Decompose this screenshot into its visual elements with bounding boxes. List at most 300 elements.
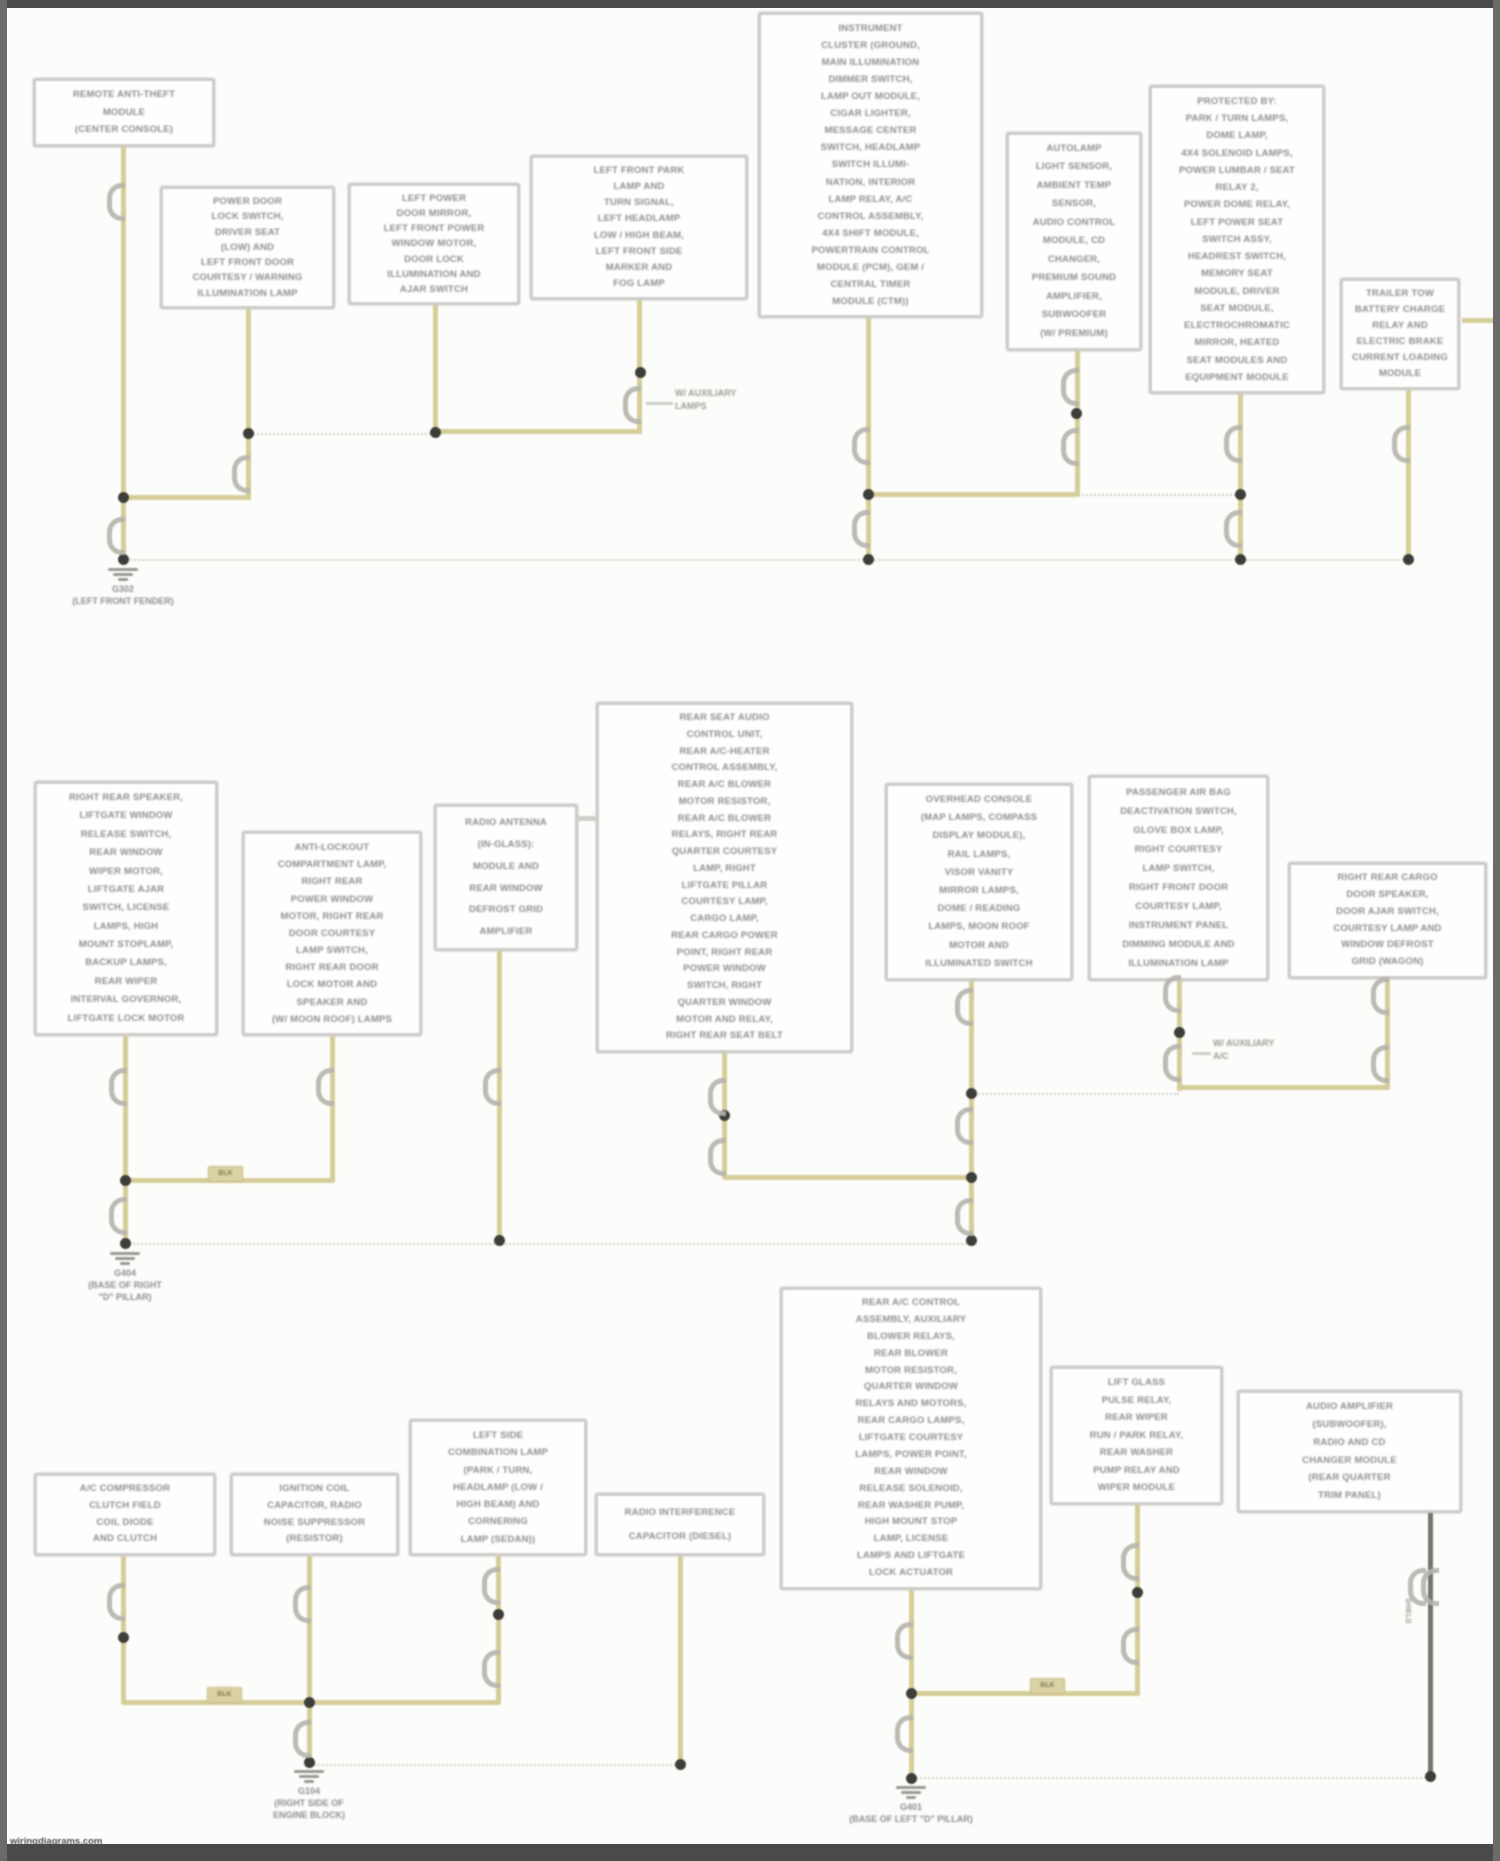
component-box-line: AMBIENT TEMP xyxy=(1036,179,1112,191)
component-box-line: ELECTRIC BRAKE xyxy=(1356,336,1444,347)
component-box-line: PUMP RELAY AND xyxy=(1093,1464,1180,1476)
component-box-line: LAMP OUT MODULE, xyxy=(820,91,921,103)
component-box-line: MESSAGE CENTER xyxy=(824,125,917,137)
component-box-line: ILLUMINATED SWITCH xyxy=(925,957,1033,969)
component-box-line: MARKER AND xyxy=(605,261,673,273)
ground-wire xyxy=(678,1556,683,1766)
component-box-line: (RESISTOR) xyxy=(286,1533,343,1545)
component-box-line: REMOTE ANTI-THEFT xyxy=(72,88,176,100)
component-box-line: LAMP SWITCH, xyxy=(1142,863,1215,874)
component-box-line: REAR BLOWER xyxy=(874,1347,948,1359)
component-box-line: MODULE, CD xyxy=(1042,235,1106,247)
inline-connector-symbol xyxy=(1224,510,1242,548)
component-box-line: MODULE xyxy=(1378,368,1422,379)
component-box-line: RELAY 2, xyxy=(1215,182,1259,194)
component-box-line: GLOVE BOX LAMP, xyxy=(1133,825,1224,836)
component-box-line: QUARTER COURTESY xyxy=(671,846,778,857)
inline-connector-symbol xyxy=(483,1068,501,1106)
component-box-line: LAMP, RIGHT xyxy=(693,862,756,874)
component-box-line: REAR WINDOW xyxy=(469,882,543,894)
component-box-line: A/C COMPRESSOR xyxy=(79,1483,171,1494)
component-box-line: LIFTGATE WINDOW xyxy=(79,810,173,822)
inline-connector-symbol xyxy=(1121,1543,1139,1581)
component-box-line: REAR WINDOW xyxy=(89,847,163,859)
annotation-text: A/C xyxy=(1213,1051,1229,1061)
component-box-line: REAR WIPER xyxy=(1105,1412,1168,1424)
component-box-line: LOW / HIGH BEAM, xyxy=(593,229,685,241)
component-box-line: TURN SIGNAL, xyxy=(604,197,674,209)
component-box-line: POWERTRAIN CONTROL xyxy=(811,244,930,256)
component-box-line: POWER WINDOW xyxy=(290,893,374,905)
component-box-line: REAR WIPER xyxy=(94,975,158,987)
component-box-line: DEACTIVATION SWITCH, xyxy=(1120,806,1237,817)
component-box-line: WINDOW MOTOR, xyxy=(391,238,477,250)
component-box-line: CONTROL UNIT, xyxy=(686,728,763,740)
component-box-line: RIGHT COURTESY xyxy=(1134,844,1223,855)
ground-wire xyxy=(123,495,251,500)
inline-connector-symbol xyxy=(852,510,870,548)
splice-junction-dot xyxy=(966,1235,977,1246)
component-box-line: DIMMING MODULE AND xyxy=(1122,939,1235,950)
component-box-line: LAMPS, POWER POINT, xyxy=(855,1448,967,1460)
inline-connector-symbol xyxy=(1121,1627,1139,1665)
component-box-line: CHANGER, xyxy=(1047,253,1101,265)
component-box-line: REAR A/C BLOWER xyxy=(677,812,772,824)
inline-connector-symbol xyxy=(852,427,870,465)
component-box-line: LEFT POWER SEAT xyxy=(1190,216,1284,228)
splice-junction-dot xyxy=(118,492,129,503)
component-box-line: (CENTER CONSOLE) xyxy=(74,124,174,136)
ground-wire xyxy=(435,429,642,434)
component-box-line: PASSENGER AIR BAG xyxy=(1126,787,1231,798)
inline-connector-symbol xyxy=(1061,368,1079,406)
component-box-line: PREMIUM SOUND xyxy=(1031,272,1117,284)
ground-label: (LEFT FRONT FENDER) xyxy=(72,596,174,606)
component-box xyxy=(34,1473,216,1556)
splice-bus-dashed xyxy=(125,1243,971,1245)
inline-connector-symbol xyxy=(1392,425,1410,463)
component-box-line: MOTOR RESISTOR, xyxy=(678,795,771,807)
component-box-line: LAMP AND xyxy=(613,181,665,193)
component-box-line: CONTROL ASSEMBLY, xyxy=(671,762,778,774)
annotation-pointer-line xyxy=(646,402,673,405)
ground-symbol xyxy=(896,1786,926,1789)
component-box-line: LAMP RELAY, A/C xyxy=(828,193,913,205)
component-box-line: POWER DOOR xyxy=(212,196,283,208)
component-box-line: MIRROR, HEATED xyxy=(1194,337,1280,349)
component-box-line: SWITCH, RIGHT xyxy=(687,980,762,991)
component-box-line: SEAT MODULE, xyxy=(1200,302,1274,314)
component-box-line: RIGHT REAR SEAT BELT xyxy=(665,1030,784,1042)
ground-wire xyxy=(1428,1513,1433,1777)
splice-junction-dot xyxy=(118,1632,129,1643)
component-box-line: RAIL LAMPS, xyxy=(947,848,1011,860)
inline-connector-symbol xyxy=(293,1720,311,1758)
splice-junction-dot xyxy=(118,554,129,565)
splice-bus-dashed xyxy=(123,559,1408,561)
splice-junction-dot xyxy=(120,1238,131,1249)
component-box-line: BATTERY CHARGE xyxy=(1354,304,1446,315)
splice-junction-dot xyxy=(906,1688,917,1699)
component-box-line: MODULE (CTM)) xyxy=(832,295,909,307)
component-box-line: RIGHT FRONT DOOR xyxy=(1128,882,1229,893)
component-box-line: GRID (WAGON) xyxy=(1351,956,1424,968)
splice-junction-dot xyxy=(1071,408,1082,419)
component-box xyxy=(160,186,335,309)
splice-junction-dot xyxy=(1425,1771,1436,1782)
component-box-line: REAR A/C BLOWER xyxy=(677,779,772,790)
inline-connector-symbol xyxy=(708,1078,726,1116)
component-box-line: RELEASE SOLENOID, xyxy=(859,1482,963,1494)
annotation-text: W/ AUXILIARY xyxy=(675,388,737,398)
component-box-line: COURTESY LAMP, xyxy=(1135,901,1222,912)
component-box xyxy=(33,78,215,147)
wire-color-label: BLK xyxy=(207,1687,242,1703)
component-box-line: DIMMER SWITCH, xyxy=(828,74,913,86)
component-box-line: AMPLIFIER xyxy=(479,926,533,938)
splice-junction-dot xyxy=(1235,554,1246,565)
component-box-line: REAR A/C-HEATER xyxy=(679,745,770,757)
component-box-line: DOOR MIRROR, xyxy=(396,208,472,220)
component-box-line: INTERVAL GOVERNOR, xyxy=(70,994,182,1006)
component-box xyxy=(530,155,748,300)
splice-junction-dot xyxy=(1235,489,1246,500)
inline-connector-symbol xyxy=(107,1583,125,1621)
component-box-line: WINDOW DEFROST xyxy=(1341,939,1434,951)
ground-wire xyxy=(330,1036,335,1182)
splice-junction-dot xyxy=(493,1609,504,1620)
component-box-line: DEFROST GRID xyxy=(468,904,544,916)
component-box-line: MODULE AND xyxy=(472,860,540,872)
component-box-line: CAPACITOR, RADIO xyxy=(267,1499,362,1511)
component-box xyxy=(230,1473,399,1556)
ground-wire xyxy=(1406,390,1411,559)
component-box-line: RADIO ANTENNA xyxy=(465,817,547,829)
component-box-line: PULSE RELAY, xyxy=(1101,1394,1172,1406)
shield-label: SHIELD xyxy=(1404,1598,1411,1624)
component-box-line: QUARTER WINDOW xyxy=(677,996,772,1008)
inline-connector-symbol xyxy=(482,1567,500,1605)
component-box-line: LEFT POWER xyxy=(401,193,467,204)
component-box-line: SENSOR, xyxy=(1051,198,1097,210)
ground-label: G302 xyxy=(111,584,135,594)
component-box xyxy=(1340,278,1460,390)
inline-connector-symbol xyxy=(955,1107,973,1145)
component-box-line: LEFT FRONT SIDE xyxy=(595,245,683,257)
component-box-line: SEAT MODULES AND xyxy=(1186,354,1288,366)
annotation-text: LAMPS xyxy=(675,401,707,411)
wire-color-label: BLK xyxy=(208,1166,243,1182)
component-box-line: MOTOR, RIGHT REAR xyxy=(280,910,384,922)
component-box-line: LEFT HEADLAMP xyxy=(597,213,681,225)
component-box-line: MEMORY SEAT xyxy=(1201,268,1273,280)
ground-wire xyxy=(433,305,438,433)
splice-bus-dashed xyxy=(309,1764,680,1766)
ground-symbol xyxy=(901,1791,921,1794)
component-box-line: SWITCH ASSY, xyxy=(1202,233,1272,245)
component-box-line: SUBWOOFER xyxy=(1041,309,1107,321)
inline-connector-symbol xyxy=(895,1715,913,1753)
component-box-line: REAR CARGO LAMPS, xyxy=(857,1415,965,1427)
component-box-line: AUDIO CONTROL xyxy=(1032,216,1116,228)
ground-symbol xyxy=(304,1780,314,1783)
component-box-line: ILLUMINATION LAMP xyxy=(197,287,298,299)
inline-connector-symbol xyxy=(107,517,125,555)
inline-connector-symbol xyxy=(895,1622,913,1660)
component-box xyxy=(1288,862,1487,979)
component-box-line: REAR A/C CONTROL xyxy=(861,1297,961,1309)
component-box-line: (SUBWOOFER), xyxy=(1312,1418,1387,1430)
ground-label: ENGINE BLOCK) xyxy=(273,1810,345,1820)
annotation-pointer-line xyxy=(1192,1052,1211,1055)
ground-label: "D" PILLAR) xyxy=(98,1292,152,1302)
component-box-line: LOCK MOTOR AND xyxy=(286,979,378,991)
component-box xyxy=(595,1493,765,1556)
component-box-line: LIGHT SENSOR, xyxy=(1035,161,1113,173)
component-box-line: PARK / TURN LAMPS, xyxy=(1185,113,1289,125)
annotation-text: W/ AUXILIARY xyxy=(1213,1038,1275,1048)
component-box xyxy=(1088,775,1269,981)
component-box xyxy=(780,1287,1042,1590)
ground-label: G404 xyxy=(113,1268,137,1278)
component-box-line: BLOWER RELAYS, xyxy=(867,1330,955,1342)
component-box-line: LIFTGATE COURTESY xyxy=(858,1432,964,1444)
component-box-line: AUTOLAMP xyxy=(1046,143,1102,154)
splice-junction-dot xyxy=(243,428,254,439)
splice-junction-dot xyxy=(1132,1587,1143,1598)
component-box-line: CLUSTER (GROUND, xyxy=(821,40,920,52)
ground-symbol xyxy=(294,1770,324,1773)
component-box-line: RADIO INTERFERENCE xyxy=(624,1507,736,1518)
component-box-line: RIGHT REAR CARGO xyxy=(1337,872,1438,884)
component-box-line: ILLUMINATION AND xyxy=(387,268,481,280)
component-box-line: MODULE (PCM), GEM / xyxy=(816,261,925,273)
component-box-line: RIGHT REAR xyxy=(301,876,363,888)
component-box-line: LAMPS, MOON ROOF xyxy=(928,921,1030,933)
inline-connector-symbol xyxy=(1163,975,1181,1013)
component-box-line: MODULE xyxy=(102,106,146,118)
splice-junction-dot xyxy=(494,1235,505,1246)
inline-connector-symbol xyxy=(482,1650,500,1688)
splice-junction-dot xyxy=(966,1172,977,1183)
inline-connector-symbol xyxy=(1163,1044,1181,1082)
component-box-line: INSTRUMENT PANEL xyxy=(1128,920,1229,931)
component-box-line: RADIO AND CD xyxy=(1313,1436,1386,1448)
component-box-line: (PARK / TURN, xyxy=(463,1464,533,1476)
component-box-line: LAMP SWITCH, xyxy=(296,945,368,957)
splice-junction-dot xyxy=(430,427,441,438)
component-box-line: LAMPS AND LIFTGATE xyxy=(856,1550,966,1562)
inline-connector-symbol xyxy=(1061,428,1079,466)
component-box-line: LIFT GLASS xyxy=(1107,1376,1166,1388)
component-box-line: REAR WASHER xyxy=(1099,1447,1174,1459)
component-box-line: ANTI-LOCKOUT xyxy=(294,841,370,853)
ground-symbol xyxy=(118,578,128,581)
component-box-line: POINT, RIGHT REAR xyxy=(676,946,773,958)
component-box-line: MOUNT STOPLAMP, xyxy=(78,939,174,951)
component-box-line: EQUIPMENT MODULE xyxy=(1185,371,1289,383)
inline-connector-symbol xyxy=(955,1198,973,1236)
component-box xyxy=(34,781,218,1036)
component-box-line: RELEASE SWITCH, xyxy=(80,828,172,840)
component-box-line: HEADLAMP (LOW / xyxy=(453,1481,543,1493)
component-box-line: POWER LUMBAR / SEAT xyxy=(1178,164,1296,176)
component-box-line: MOTOR AND RELAY, xyxy=(676,1013,773,1025)
component-box xyxy=(1050,1366,1223,1505)
component-box-line: SPEAKER AND xyxy=(296,996,368,1008)
component-box-line: IGNITION COIL xyxy=(279,1483,350,1494)
component-box-line: CHANGER MODULE xyxy=(1302,1454,1397,1466)
component-box-line: LAMP (SEDAN)) xyxy=(460,1533,536,1545)
inline-connector-symbol xyxy=(623,386,641,424)
ground-wire xyxy=(121,1556,126,1704)
inline-connector-symbol xyxy=(1371,1045,1389,1083)
ground-symbol xyxy=(110,1252,140,1255)
inline-connector-symbol xyxy=(1421,1568,1439,1606)
component-box-line: VISOR VANITY xyxy=(944,866,1014,878)
component-box-line: AJAR SWITCH xyxy=(399,283,469,295)
component-box xyxy=(348,183,520,305)
watermark-text: wiringdiagrams.com xyxy=(10,1836,103,1847)
component-box-line: SWITCH, HEADLAMP xyxy=(820,142,921,154)
component-box-line: (LOW) AND xyxy=(220,241,275,253)
component-box-line: DOME / READING xyxy=(937,903,1021,915)
component-box-line: (REAR QUARTER xyxy=(1308,1472,1391,1484)
component-box-line: OVERHEAD CONSOLE xyxy=(925,793,1033,805)
component-box-line: COURTESY LAMP, xyxy=(681,896,768,908)
component-box-line: ELECTROCHROMATIC xyxy=(1184,320,1290,332)
component-box-line: SWITCH ILLUMI- xyxy=(831,159,910,171)
ground-label: (RIGHT SIDE OF xyxy=(274,1798,344,1808)
component-box-line: CORNERING xyxy=(468,1516,528,1528)
component-box-line: POWER DOME RELAY, xyxy=(1184,199,1290,211)
component-box-line: POWER WINDOW xyxy=(683,963,766,975)
splice-bus-dashed xyxy=(248,433,435,435)
ground-label: (BASE OF LEFT "D" PILLAR) xyxy=(849,1814,973,1824)
component-box xyxy=(758,12,983,318)
component-box-line: CENTRAL TIMER xyxy=(830,278,911,290)
component-box xyxy=(409,1419,587,1556)
ground-label: (BASE OF RIGHT xyxy=(88,1280,162,1290)
splice-junction-dot xyxy=(1174,1027,1185,1038)
inline-connector-symbol xyxy=(955,988,973,1026)
splice-bus-dashed xyxy=(971,1093,1179,1095)
ground-symbol xyxy=(299,1775,319,1778)
ground-label: G104 xyxy=(297,1786,321,1796)
component-box-line: LIFTGATE PILLAR xyxy=(681,879,768,891)
component-box-line: FOG LAMP xyxy=(613,277,665,289)
splice-bus-dashed xyxy=(911,1777,1430,1779)
component-box-line: COIL DIODE xyxy=(96,1516,154,1528)
splice-junction-dot xyxy=(675,1759,686,1770)
component-box-line: DOME LAMP, xyxy=(1206,130,1268,142)
component-box-line: ILLUMINATION LAMP xyxy=(1128,958,1229,969)
component-box-line: RELAYS, RIGHT REAR xyxy=(671,829,778,841)
component-box-line: TRAILER TOW xyxy=(1366,288,1434,299)
component-box xyxy=(1149,85,1325,394)
component-box xyxy=(434,804,578,951)
component-box-line: REAR CARGO POWER xyxy=(671,929,778,941)
component-box-line: RELAYS AND MOTORS, xyxy=(855,1398,967,1410)
splice-junction-dot xyxy=(1403,554,1414,565)
page-border-right xyxy=(1493,0,1500,1861)
component-box-line: LOCK ACTUATOR xyxy=(868,1567,954,1579)
component-box-line: LEFT SIDE xyxy=(472,1430,524,1442)
inline-connector-symbol xyxy=(1224,425,1242,463)
ground-symbol xyxy=(906,1796,916,1799)
splice-junction-dot xyxy=(863,554,874,565)
splice-junction-dot xyxy=(966,1088,977,1099)
inline-connector-symbol xyxy=(1371,977,1389,1015)
component-box-line: MOTOR AND xyxy=(949,939,1009,951)
ground-wire xyxy=(578,816,598,821)
component-box-line: COURTESY / WARNING xyxy=(192,272,303,284)
component-box-line: HEADREST SWITCH, xyxy=(1187,251,1287,263)
component-box-line: DOOR AJAR SWITCH, xyxy=(1336,905,1439,917)
ground-symbol xyxy=(108,568,138,571)
inline-connector-symbol xyxy=(293,1585,311,1623)
component-box-line: HIGH MOUNT STOP xyxy=(864,1516,958,1528)
page-border-left xyxy=(0,0,7,1861)
component-box-line: CIGAR LIGHTER, xyxy=(830,108,911,120)
page-border-bottom xyxy=(0,1844,1500,1861)
component-box-line: HIGH BEAM) AND xyxy=(456,1499,540,1511)
component-box-line: AMPLIFIER, xyxy=(1046,290,1102,302)
component-box-line: 4X4 SOLENOID LAMPS, xyxy=(1181,147,1293,159)
component-box-line: TRIM PANEL) xyxy=(1318,1490,1381,1502)
component-box xyxy=(242,831,422,1036)
component-box xyxy=(885,783,1073,981)
component-box-line: LEFT FRONT POWER xyxy=(383,223,485,235)
ground-wire xyxy=(1179,1085,1389,1090)
component-box-line: RUN / PARK RELAY, xyxy=(1089,1429,1184,1441)
inline-connector-symbol xyxy=(107,183,125,221)
component-box-line: WIPER MODULE xyxy=(1097,1482,1176,1494)
component-box-line: DOOR LOCK xyxy=(404,253,464,265)
component-box-line: REAR WASHER PUMP, xyxy=(857,1499,965,1511)
inline-connector-symbol xyxy=(316,1068,334,1106)
component-box-line: AUDIO AMPLIFIER xyxy=(1305,1401,1394,1413)
inline-connector-symbol xyxy=(109,1197,127,1235)
component-box-line: LIFTGATE AJAR xyxy=(87,883,165,895)
ground-wire xyxy=(1135,1505,1140,1695)
component-box-line: RIGHT REAR SPEAKER, xyxy=(68,791,184,803)
component-box-line: PROTECTED BY: xyxy=(1197,96,1277,107)
component-box-line: REAR SEAT AUDIO xyxy=(679,712,770,723)
component-box-line: MAIN ILLUMINATION xyxy=(821,57,920,69)
component-box-line: COMBINATION LAMP xyxy=(447,1447,549,1459)
component-box-line: BACKUP LAMPS, xyxy=(85,957,167,969)
component-box-line: MIRROR LAMPS, xyxy=(939,885,1019,896)
component-box-line: LOCK SWITCH, xyxy=(211,211,284,223)
component-box-line: (IN-GLASS): xyxy=(477,838,535,850)
splice-junction-dot xyxy=(304,1697,315,1708)
component-box-line: INSTRUMENT xyxy=(838,22,903,34)
component-box-line: COMPARTMENT LAMP, xyxy=(277,859,387,871)
component-box-line: DRIVER SEAT xyxy=(214,226,281,238)
component-box xyxy=(596,702,853,1053)
inline-connector-symbol xyxy=(708,1138,726,1176)
component-box-line: RIGHT REAR DOOR xyxy=(285,962,379,974)
page-border-top xyxy=(0,0,1500,8)
component-box-line: LAMP, LICENSE xyxy=(873,1533,949,1545)
ground-wire xyxy=(911,1691,1139,1696)
ground-symbol xyxy=(113,573,133,576)
component-box-line: RELAY AND xyxy=(1372,320,1428,331)
component-box-line: MOTOR RESISTOR, xyxy=(865,1364,957,1376)
wire-color-label: BLK xyxy=(1030,1678,1065,1694)
component-box-line: COURTESY LAMP AND xyxy=(1333,922,1442,934)
